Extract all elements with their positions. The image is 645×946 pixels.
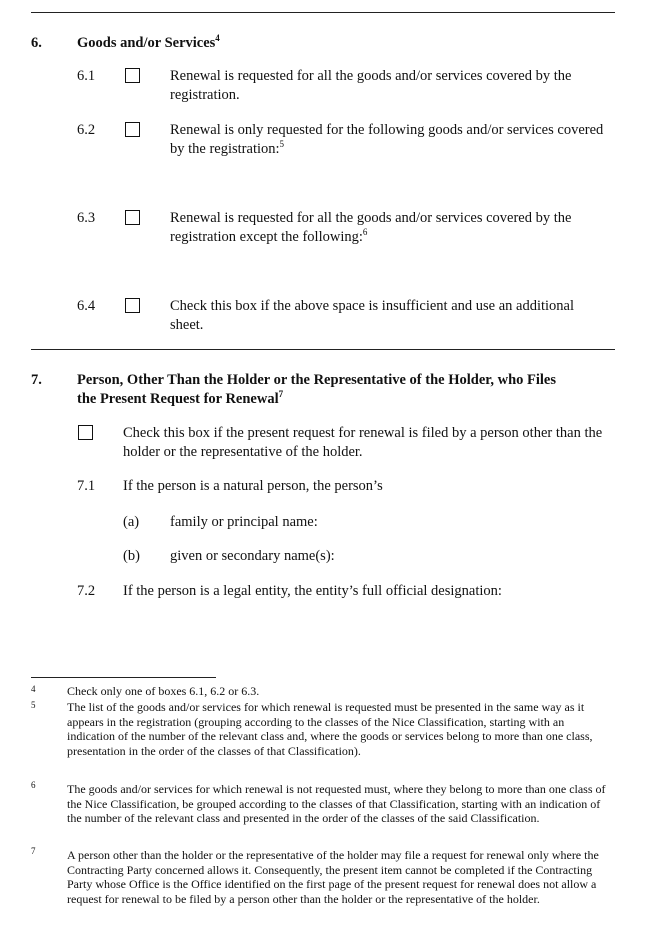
item-7-1-number: 7.1 — [77, 478, 96, 494]
footnote-4-text: Check only one of boxes 6.1, 6.2 or 6.3. — [67, 684, 260, 698]
footnote-5-number: 5 — [31, 700, 36, 710]
section-7-title-text: the Present Request for Renewal — [77, 391, 279, 407]
sub-b-label: (b) — [123, 548, 140, 564]
footnote-ref-4: 4 — [215, 33, 220, 43]
section-6-title — [77, 34, 220, 53]
checkbox-6-3[interactable] — [125, 210, 140, 225]
footnote-6-number: 6 — [31, 780, 36, 790]
item-7-1-text: If the person is a natural person, the person’s — [123, 478, 383, 494]
item-6-4-text: Check this box if the above space is insufficient and use an additional sheet. — [170, 298, 575, 333]
item-6-1-text: Renewal is requested for all the goods and/or services covered by the registration. — [170, 68, 572, 103]
top-divider — [31, 12, 615, 13]
sub-a-label: (a) — [123, 514, 140, 530]
item-6-1-number: 6.1 — [77, 68, 96, 84]
item-6-3-text — [170, 209, 610, 247]
item-6-2-text — [170, 121, 610, 159]
item-6-3-number: 6.3 — [77, 210, 96, 226]
item-6-2-label: Renewal is only requested for the following goods and/or services covered by the registration: — [170, 122, 604, 157]
section-7-title-line2 — [77, 390, 283, 409]
section-divider — [31, 349, 615, 350]
given-name-label: given or secondary name(s): — [170, 548, 335, 564]
footnote-6-text: The goods and/or services for which renewal is not requested must, where they belong to more than one class of the Nice Classification, be grouped according to the classes of that Classification, starting with an indication of the number of the relevant class and presented in the order of the classes of the said Classification. — [67, 782, 606, 826]
footnote-4-number: 4 — [31, 684, 36, 694]
footnote-ref-6: 6 — [362, 227, 368, 237]
item-7-2-number: 7.2 — [77, 583, 96, 599]
section-7-title-line1: Person, Other Than the Holder or the Representative of the Holder, who Files — [77, 372, 557, 388]
checkbox-6-1[interactable] — [125, 68, 140, 83]
checkbox-other-person[interactable] — [78, 425, 93, 440]
family-name-label: family or principal name: — [170, 514, 318, 530]
footnote-5-text: The list of the goods and/or services for which renewal is requested must be presented in the same way as it appears in the registration (grouping according to the classes of the Nice Classification, starting with an indication of the number of the relevant class and, where the goods or services belong to more than one class, presentation in the order of the classes of that Classification). — [67, 700, 593, 758]
section-7-number: 7. — [31, 372, 42, 388]
item-6-3-label: Renewal is requested for all the goods and/or services covered by the registration except the following: — [170, 210, 572, 245]
checkbox-6-2[interactable] — [125, 122, 140, 137]
footnote-ref-7: 7 — [278, 389, 284, 399]
footnote-separator — [31, 677, 216, 678]
checkbox-6-4[interactable] — [125, 298, 140, 313]
item-6-4-number: 6.4 — [77, 298, 96, 314]
footnote-7-text: A person other than the holder or the representative of the holder may file a request for renewal only where the Contracting Party concerned allows it. Consequently, the present item cannot be completed if the Contracting Party whose Office is the Office identified on the first page of the present request for renewal does not allow a request for renewal to be filed by a person other than the holder or the representative of the holder. — [67, 848, 599, 906]
item-7-2-text: If the person is a legal entity, the entity’s full official designation: — [123, 583, 502, 599]
section-6-title-text: Goods and/or Services — [77, 35, 216, 51]
item-6-2-number: 6.2 — [77, 122, 96, 138]
section-6-number: 6. — [31, 35, 42, 51]
footnote-7-number: 7 — [31, 846, 36, 856]
footnote-ref-5: 5 — [279, 139, 285, 149]
other-person-checkbox-text: Check this box if the present request for renewal is filed by a person other than the holder or the representative of the holder. — [123, 425, 603, 460]
